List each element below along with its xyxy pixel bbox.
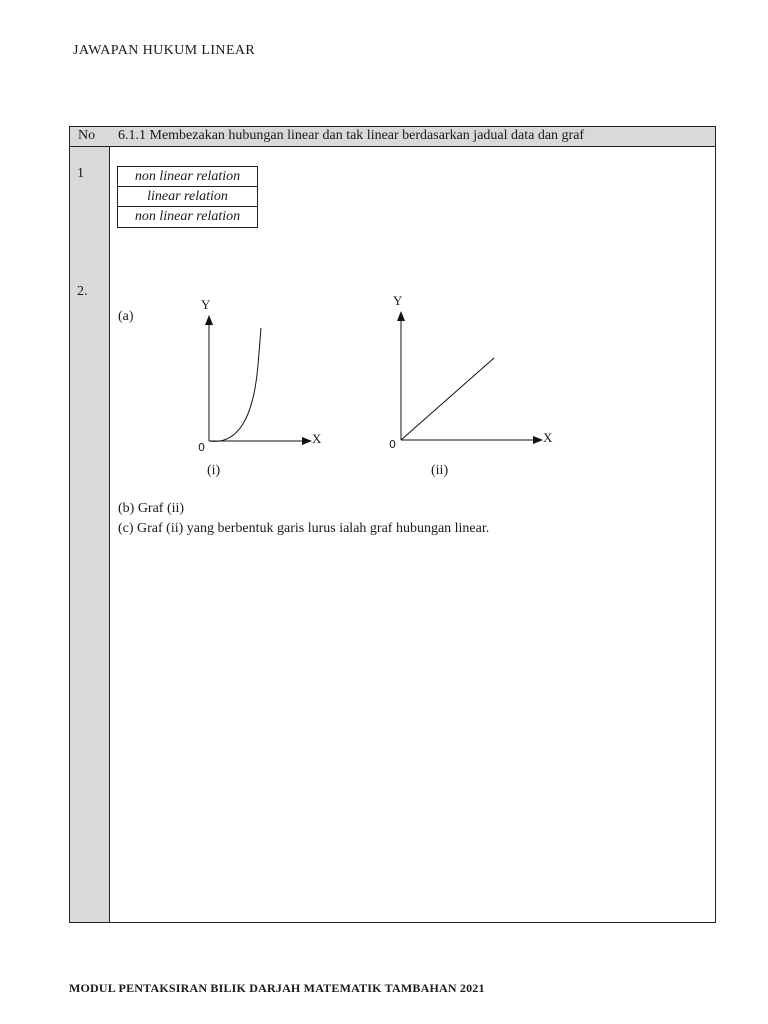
graph-i-x-arrow: [302, 437, 312, 445]
header-no-label: No: [78, 128, 96, 143]
graph-ii-caption: (ii): [431, 463, 449, 478]
graph-i-origin-label: 0: [198, 441, 205, 454]
relation-answer-1: non linear relation: [118, 167, 257, 187]
graph-i-caption: (i): [207, 463, 221, 478]
part-a-label: (a): [118, 309, 134, 324]
graph-ii-x-arrow: [533, 436, 543, 444]
graph-ii-line: [401, 358, 494, 440]
relation-answer-3: non linear relation: [134, 209, 241, 224]
page-header-title: JAWAPAN HUKUM LINEAR: [73, 43, 256, 58]
relation-answer-2: linear relation: [118, 187, 257, 207]
page-footer: MODUL PENTAKSIRAN BILIK DARJAH MATEMATIK TAMBAHAN 2021: [69, 981, 485, 995]
graph-i-x-label: X: [312, 431, 322, 446]
graph-i-curve: [209, 328, 261, 441]
graph-i-y-label: Y: [201, 297, 211, 312]
graph-ii-y-arrow: [397, 311, 405, 321]
graph-i: [205, 315, 312, 445]
question-2-number: 2.: [77, 284, 88, 299]
graph-ii-y-label: Y: [393, 293, 403, 308]
graph-i-y-arrow: [205, 315, 213, 325]
question-1-number: 1: [77, 166, 84, 181]
part-b-answer: (b) Graf (ii): [118, 501, 185, 516]
answer-table: [69, 126, 716, 923]
graph-ii-origin-label: 0: [389, 438, 396, 451]
graph-ii: [397, 311, 543, 444]
graph-ii-x-label: X: [543, 430, 553, 445]
part-c-answer: (c) Graf (ii) yang berbentuk garis lurus ialah graf hubungan linear.: [118, 521, 490, 536]
header-topic-title: 6.1.1 Membezakan hubungan linear dan tak linear berdasarkan jadual data dan graf: [118, 128, 585, 143]
